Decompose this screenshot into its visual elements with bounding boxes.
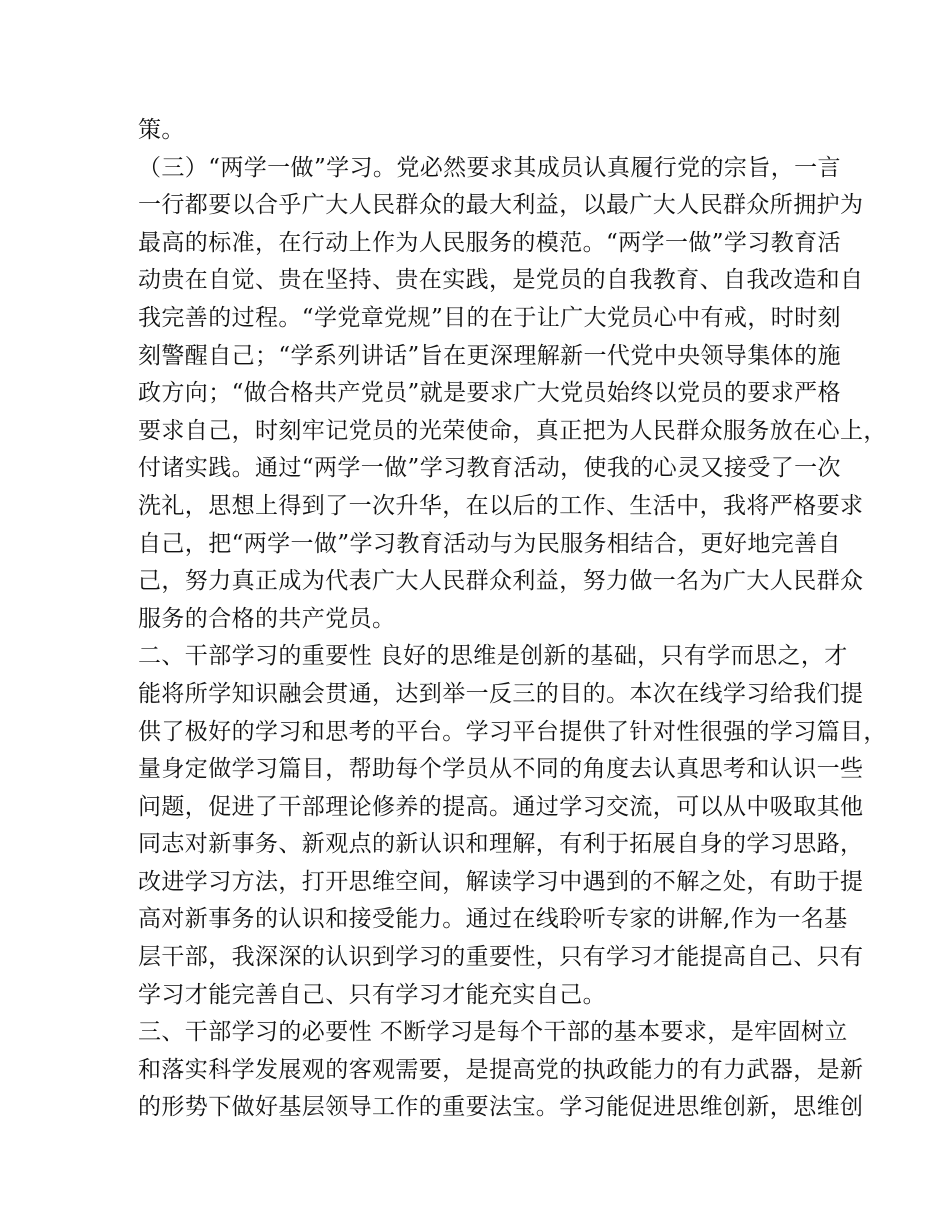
text-line: 改进学习方法，打开思维空间，解读学习中遇到的不解之处，有助于提 (138, 868, 864, 895)
text-line: 服务的合格的共产党员。 (138, 605, 396, 632)
text-line: 问题，促进了干部理论修养的提高。通过学习交流，可以从中吸取其他 (138, 793, 864, 820)
text-line: 我完善的过程。“学党章党规”目的在于让广大党员心中有戒，时时刻 (138, 304, 841, 331)
text-line: 最高的标准，在行动上作为人民服务的模范。“两学一做”学习教育活 (138, 229, 841, 256)
text-line: 付诸实践。通过“两学一做”学习教育活动，使我的心灵又接受了一次 (138, 455, 841, 482)
text-line: 刻警醒自己；“学系列讲话”旨在更深理解新一代党中央领导集体的施 (138, 342, 841, 369)
text-line: 的形势下做好基层领导工作的重要法宝。学习能促进思维创新，思维创 (138, 1094, 864, 1121)
text-line: 一行都要以合乎广大人民群众的最大利益，以最广大人民群众所拥护为 (138, 192, 864, 219)
text-line: （三）“两学一做”学习。党必然要求其成员认真履行党的宗旨，一言 (138, 154, 841, 181)
text-line: 学习才能完善自己、只有学习才能充实自己。 (138, 981, 606, 1008)
text-line: 量身定做学习篇目，帮助每个学员从不同的角度去认真思考和认识一些 (138, 756, 864, 783)
text-line: 同志对新事务、新观点的新认识和理解，有利于拓展自身的学习思路， (138, 831, 864, 858)
text-line: 动贵在自觉、贵在坚持、贵在实践，是党员的自我教育、自我改造和自 (138, 267, 864, 294)
text-line: 策。 (138, 117, 185, 143)
text-line: 供了极好的学习和思考的平台。学习平台提供了针对性很强的学习篇目， (138, 718, 887, 745)
text-line: 政方向；“做合格共产党员”就是要求广大党员始终以党员的要求严格 (138, 380, 841, 407)
text-line: 洗礼，思想上得到了一次升华，在以后的工作、生活中，我将严格要求 (138, 492, 864, 519)
text-line: 要求自己，时刻牢记党员的光荣使命，真正把为人民群众服务放在心上， (138, 417, 887, 444)
text-line: 能将所学知识融会贯通，达到举一反三的目的。本次在线学习给我们提 (138, 680, 864, 707)
text-line: 自己，把“两学一做”学习教育活动与为民服务相结合，更好地完善自 (138, 530, 841, 557)
section-heading-line: 二、干部学习的重要性 良好的思维是创新的基础，只有学而思之，才 (138, 643, 848, 670)
text-line: 和落实科学发展观的客观需要，是提高党的执政能力的有力武器，是新 (138, 1056, 864, 1083)
text-line: 高对新事务的认识和接受能力。通过在线聆听专家的讲解,作为一名基 (138, 906, 848, 933)
text-line: 层干部，我深深的认识到学习的重要性，只有学习才能提高自己、只有 (138, 944, 864, 971)
text-line: 己，努力真正成为代表广大人民群众利益，努力做一名为广大人民群众 (138, 568, 864, 595)
section-heading-line: 三、干部学习的必要性 不断学习是每个干部的基本要求，是牢固树立 (138, 1019, 848, 1046)
body-text (138, 112, 887, 1127)
